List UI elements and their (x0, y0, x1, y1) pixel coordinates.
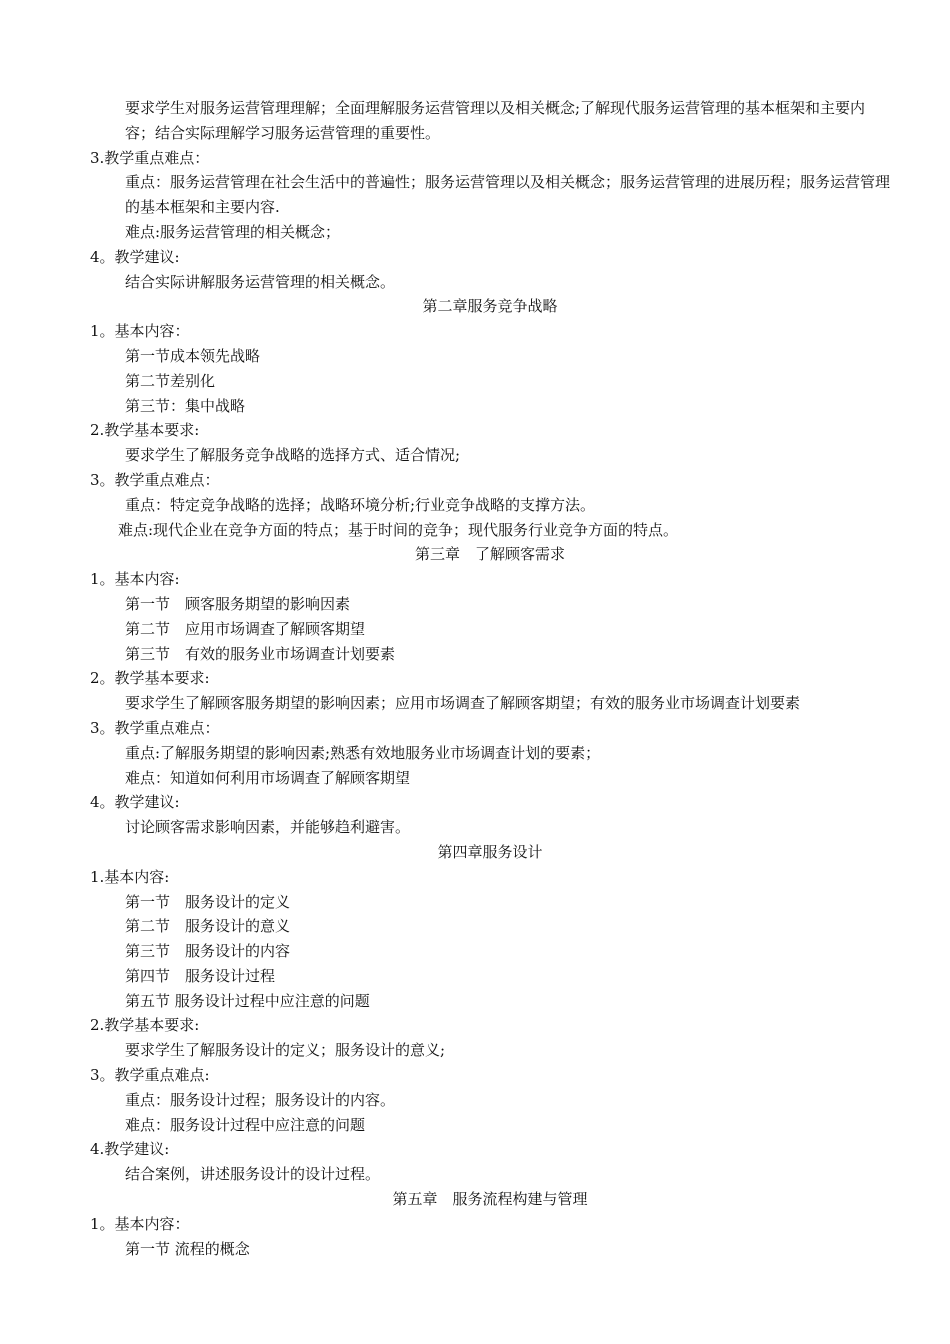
text-line: 第五节 服务设计过程中应注意的问题 (125, 991, 370, 1010)
text-line: 2。教学基本要求: (90, 669, 210, 688)
text-line: 结合案例，讲述服务设计的设计过程。 (125, 1165, 381, 1184)
text-line: 第一节成本领先战略 (125, 346, 261, 365)
text-line: 1。基本内容： (90, 1214, 190, 1233)
text-line: 第四节 服务设计过程 (125, 966, 276, 985)
text-line: 2.教学基本要求: (90, 1016, 200, 1035)
text-line: 3。教学重点难点： (90, 718, 220, 737)
text-line: 第二节 应用市场调查了解顾客期望 (125, 619, 366, 638)
text-line: 第二节 服务设计的意义 (125, 917, 291, 936)
text-line: 重点:了解服务期望的影响因素;熟悉有效地服务业市场调查计划的要素； (125, 743, 601, 762)
text-line: 第三节：集中战略 (125, 396, 246, 415)
text-line: 第一节 流程的概念 (125, 1239, 250, 1258)
text-line: 4。教学建议: (90, 247, 180, 266)
chapter-heading: 第二章服务竞争战略 (422, 297, 558, 316)
text-line: 1。基本内容： (90, 322, 190, 341)
text-line: 要求学生了解服务设计的定义；服务设计的意义; (125, 1041, 446, 1060)
text-line: 讨论顾客需求影响因素，并能够趋利避害。 (125, 818, 411, 837)
text-line: 要求学生了解服务竞争战略的选择方式、适合情况; (125, 446, 461, 465)
chapter-heading: 第四章服务设计 (437, 842, 543, 861)
document-page (90, 96, 890, 1261)
text-line: 3。教学重点难点： (90, 470, 220, 489)
text-line: 第一节 服务设计的定义 (125, 892, 291, 911)
text-line: 重点：服务设计过程；服务设计的内容。 (125, 1090, 396, 1109)
text-line: 难点：知道如何利用市场调查了解顾客期望 (125, 768, 411, 787)
text-line: 3.教学重点难点： (90, 148, 210, 167)
text-line: 第三节 有效的服务业市场调查计划要素 (125, 644, 396, 663)
text-line: 要求学生对服务运营管理理解；全面理解服务运营管理以及相关概念;了解现代服务运营管理的基本框架和主要内容；结合实际理解学习服务运营管理的重要性。 (125, 99, 866, 142)
text-line: 结合实际讲解服务运营管理的相关概念。 (125, 272, 396, 291)
text-line: 要求学生了解顾客服务期望的影响因素；应用市场调查了解顾客期望；有效的服务业市场调查计划要素 (125, 694, 801, 713)
text-line: 2.教学基本要求: (90, 421, 200, 440)
chapter-heading: 第三章 了解顾客需求 (414, 545, 565, 564)
text-line: 难点:服务运营管理的相关概念； (125, 222, 341, 241)
text-line: 4。教学建议: (90, 793, 180, 812)
text-line: 第一节 顾客服务期望的影响因素 (125, 594, 351, 613)
text-line: 重点：服务运营管理在社会生活中的普遍性；服务运营管理以及相关概念；服务运营管理的进展历程；服务运营管理的基本框架和主要内容. (125, 173, 890, 217)
text-line: 第二节差别化 (125, 371, 216, 390)
text-line: 难点:现代企业在竞争方面的特点；基于时间的竞争；现代服务行业竞争方面的特点。 (118, 520, 679, 539)
text-line: 难点：服务设计过程中应注意的问题 (125, 1115, 366, 1134)
text-line: 重点：特定竞争战略的选择；战略环境分析;行业竞争战略的支撑方法。 (125, 495, 596, 514)
text-line: 3。教学重点难点: (90, 1066, 210, 1085)
chapter-heading: 第五章 服务流程构建与管理 (392, 1190, 588, 1209)
text-line: 4.教学建议: (90, 1140, 170, 1159)
text-line: 第三节 服务设计的内容 (125, 942, 291, 961)
text-line: 1.基本内容: (90, 867, 170, 886)
text-line: 1。基本内容: (90, 570, 180, 589)
